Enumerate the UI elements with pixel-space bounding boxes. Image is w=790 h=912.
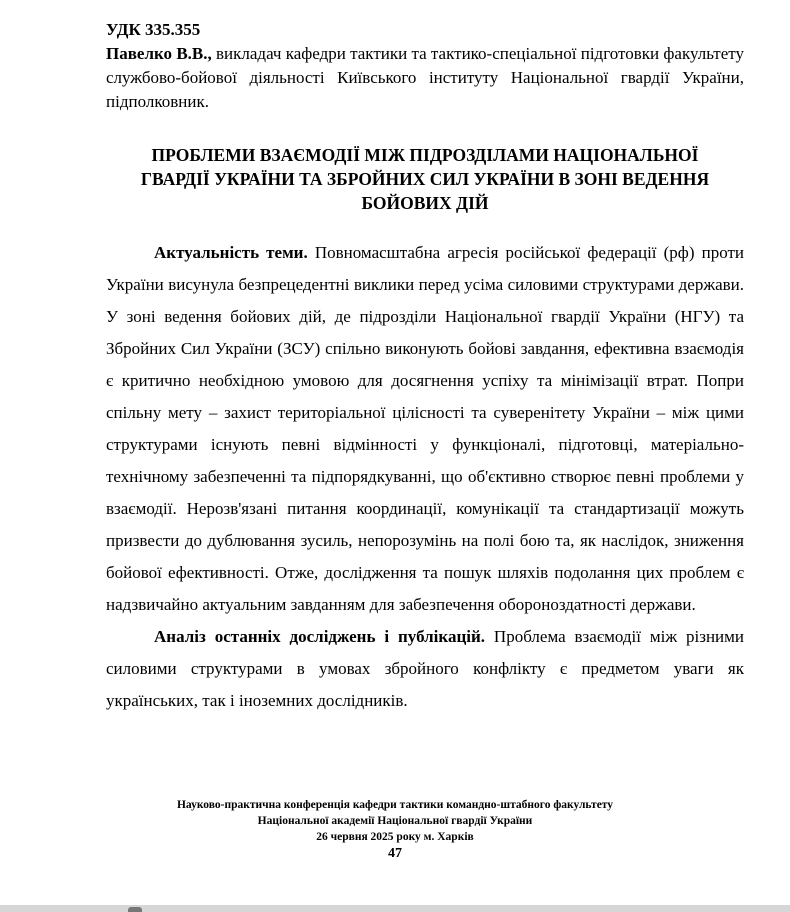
- footer-academy: Національної академії Національної гвардії України: [257, 815, 533, 827]
- author-description: викладач кафедри тактики та тактико-спеціальної підготовки факультету службово-бойової діяльності Київського інституту Національної гвардії України, підполковник.: [106, 44, 744, 111]
- paragraph-relevance: [106, 237, 744, 621]
- footer-conference: Науково-практична конференція кафедри тактики командно-штабного факультету: [176, 799, 614, 811]
- footer-date: 26 червня 2025 року м. Харків: [316, 831, 474, 843]
- viewer-bottom-bar: [0, 905, 790, 912]
- body-text: [106, 237, 744, 717]
- page-footer: [0, 797, 790, 863]
- paragraph-text: Проблема взаємодії між різними силовими структурами в умовах збройного конфлікту є предметом уваги як українських, так і іноземних дослідників.: [106, 627, 744, 710]
- paragraph-research-analysis: [106, 621, 744, 717]
- author-info: [106, 42, 744, 114]
- author-name: Павелко В.В.,: [106, 44, 212, 63]
- title-line: ПРОБЛЕМИ ВЗАЄМОДІЇ МІЖ ПІДРОЗДІЛАМИ НАЦІОНАЛЬНОЇ: [151, 145, 699, 165]
- section-lead: Аналіз останніх досліджень і публікацій.: [154, 627, 486, 646]
- page-number: 47: [388, 846, 402, 861]
- title-line: ГВАРДІЇ УКРАЇНИ ТА ЗБРОЙНИХ СИЛ УКРАЇНИ В ЗОНІ ВЕДЕННЯ: [140, 169, 710, 189]
- scroll-handle[interactable]: [128, 907, 142, 912]
- paper-title: [106, 143, 744, 215]
- title-line: БОЙОВИХ ДІЙ: [361, 193, 489, 213]
- section-lead: Актуальність теми.: [154, 243, 308, 262]
- paragraph-text: Повномасштабна агресія російської федерації (рф) проти України висунула безпрецедентні виклики перед усіма силовими структурами держави. У зоні ведення бойових дій, де підрозділи Національної гвардії України (НГУ) та Збройних Сил України (ЗСУ) спільно виконують бойові завдання, ефективна взаємодія є критично необхідною умовою для досягнення успіху та мінімізації втрат. Попри спільну мету – захист територіальної цілісності та суверенітету України – між цими структурами існують певні відмінності у функціоналі, підготовці, матеріально-технічному забезпеченні та підпорядкуванні, що об'єктивно створює певні проблеми у взаємодії. Нерозв'язані питання координації, комунікації та стандартизації можуть призвести до дублювання зусиль, непорозумінь на полі бою та, як наслідок, зниження бойової ефективності. Отже, дослідження та пошук шляхів подолання цих проблем є надзвичайно актуальним завданням для забезпечення обороноздатності держави.: [106, 243, 745, 614]
- udk-code: УДК 335.355: [106, 20, 201, 39]
